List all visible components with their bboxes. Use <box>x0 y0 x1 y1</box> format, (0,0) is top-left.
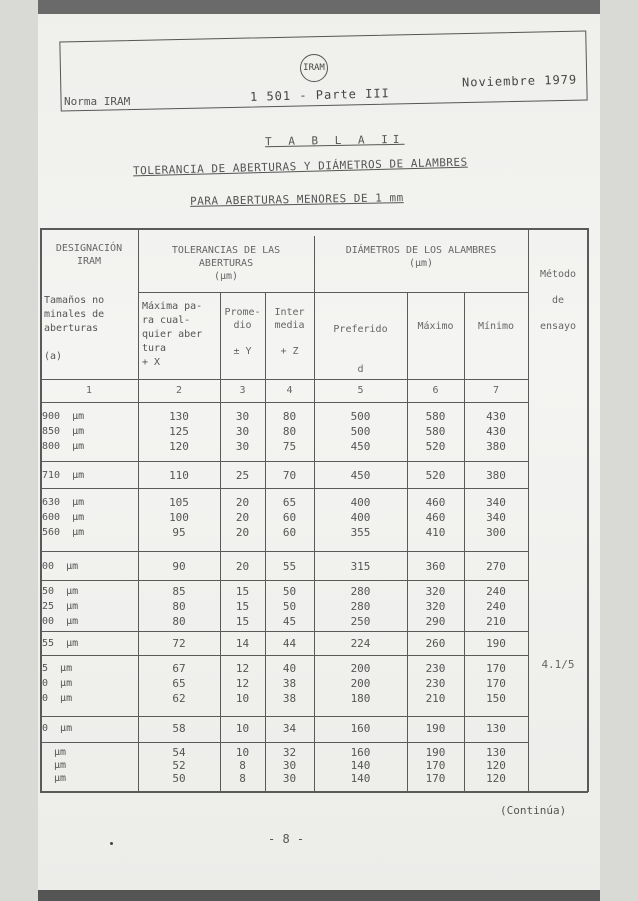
group-max: 230 230 210 <box>425 662 446 705</box>
group-x: 72 <box>172 637 186 650</box>
header-diametros: DIÁMETROS DE LOS ALAMBRES (μm) <box>345 245 497 269</box>
continua-label: (Continúa) <box>500 804 567 817</box>
header-col7: Mínimo <box>477 321 515 332</box>
group-x: 67 65 62 <box>172 662 186 705</box>
group-sizes: 50 μm 25 μm 00 μm <box>42 586 79 627</box>
group-x: 105 100 95 <box>169 496 189 539</box>
group-min: 170 170 150 <box>486 662 506 705</box>
header-tolerancias: TOLERANCIAS DE LAS ABERTURAS (μm) <box>171 245 281 282</box>
group-y: 30 30 30 <box>235 410 250 453</box>
group-sizes: 55 μm <box>42 638 79 649</box>
group-y: 14 <box>235 637 250 650</box>
header-col2: Máxima pa- ra cual- quier aber tura + X <box>142 301 203 368</box>
group-min: 130 120 120 <box>486 746 506 785</box>
group-y: 15 15 15 <box>235 585 250 628</box>
table-label: T A B L A II <box>264 132 405 149</box>
scan-edge-bottom <box>38 890 600 901</box>
group-min: 190 <box>486 637 506 650</box>
metodo-value: 4.1/5 <box>541 658 575 671</box>
tolerance-table <box>40 228 588 792</box>
group-max: 360 <box>425 560 446 573</box>
group-min: 430 430 380 <box>486 410 506 453</box>
group-z: 44 <box>282 637 297 650</box>
header-col5: Preferido d <box>333 324 388 375</box>
table-subtitle: PARA ABERTURAS MENORES DE 1 mm <box>189 191 404 208</box>
group-sizes: 0 μm <box>42 723 73 734</box>
norma-label: Norma IRAM <box>64 95 131 108</box>
group-max: 460 460 410 <box>425 496 446 539</box>
colnum-5: 5 <box>357 385 364 396</box>
group-min: 240 240 210 <box>486 585 506 628</box>
group-max: 320 320 290 <box>425 585 446 628</box>
group-d: 500 500 450 <box>350 410 371 453</box>
group-sizes: 00 μm <box>42 561 79 572</box>
group-max: 190 <box>425 722 446 735</box>
header-metodo: Método de ensayo <box>539 269 577 332</box>
group-z: 65 60 60 <box>282 496 297 539</box>
norma-number: 1 501 - Parte III <box>249 86 390 104</box>
group-min: 270 <box>486 560 506 573</box>
colnum-4: 4 <box>286 385 293 396</box>
header-col3: Prome- dio ± Y <box>224 307 261 357</box>
group-x: 54 52 50 <box>172 746 186 785</box>
group-x: 110 <box>169 469 189 482</box>
group-z: 50 50 45 <box>282 585 297 628</box>
header-col4: Inter media + Z <box>274 307 305 357</box>
colnum-1: 1 <box>85 385 93 396</box>
group-max: 260 <box>425 637 446 650</box>
group-y: 25 <box>235 469 250 482</box>
table-title: TOLERANCIA DE ABERTURAS Y DIÁMETROS DE ALAMBRES <box>132 155 468 178</box>
group-z: 34 <box>282 722 297 735</box>
group-y: 20 <box>235 560 250 573</box>
group-max: 520 <box>425 469 446 482</box>
colnum-2: 2 <box>175 385 183 396</box>
group-min: 130 <box>486 722 506 735</box>
group-y: 10 <box>235 722 250 735</box>
iram-logo: IRAM <box>300 54 328 82</box>
group-y: 10 8 8 <box>235 746 250 785</box>
page-number: - 8 - <box>268 832 305 846</box>
group-z: 55 <box>282 560 297 573</box>
group-sizes: 900 μm 850 μm 800 μm <box>42 411 85 452</box>
group-x: 85 80 80 <box>172 585 186 628</box>
group-max: 580 580 520 <box>425 410 446 453</box>
group-d: 280 280 250 <box>350 585 371 628</box>
group-y: 20 20 20 <box>235 496 250 539</box>
colnum-3: 3 <box>239 385 246 396</box>
group-z: 80 80 75 <box>282 410 297 453</box>
group-sizes: μm μm μm <box>54 747 67 784</box>
group-y: 12 12 10 <box>235 662 250 705</box>
group-z: 40 38 38 <box>282 662 297 705</box>
group-min: 380 <box>486 469 506 482</box>
header-col6: Máximo <box>417 321 454 332</box>
group-d: 160 <box>350 722 371 735</box>
group-x: 90 <box>172 560 186 573</box>
scan-edge-top <box>38 0 600 14</box>
group-d: 160 140 140 <box>350 746 371 785</box>
group-d: 400 400 355 <box>350 496 371 539</box>
group-z: 32 30 30 <box>282 746 297 785</box>
group-x: 130 125 120 <box>169 410 189 453</box>
ink-speck <box>110 842 113 845</box>
group-max: 190 170 170 <box>425 746 446 785</box>
header-designacion: DESIGNACIÓN IRAM <box>55 243 123 267</box>
group-sizes: 630 μm 600 μm 560 μm <box>42 497 85 538</box>
group-min: 340 340 300 <box>486 496 506 539</box>
colnum-6: 6 <box>432 385 439 396</box>
group-sizes: 710 μm <box>42 470 85 481</box>
group-x: 58 <box>172 722 186 735</box>
header-col1: Tamaños no minales de aberturas (a) <box>44 295 105 362</box>
group-d: 450 <box>350 469 371 482</box>
group-d: 224 <box>350 637 371 650</box>
norma-date: Noviembre 1979 <box>461 72 578 90</box>
group-z: 70 <box>282 469 297 482</box>
group-d: 315 <box>350 560 371 573</box>
colnum-7: 7 <box>492 385 500 396</box>
group-sizes: 5 μm 0 μm 0 μm <box>42 663 73 704</box>
group-d: 200 200 180 <box>350 662 371 705</box>
